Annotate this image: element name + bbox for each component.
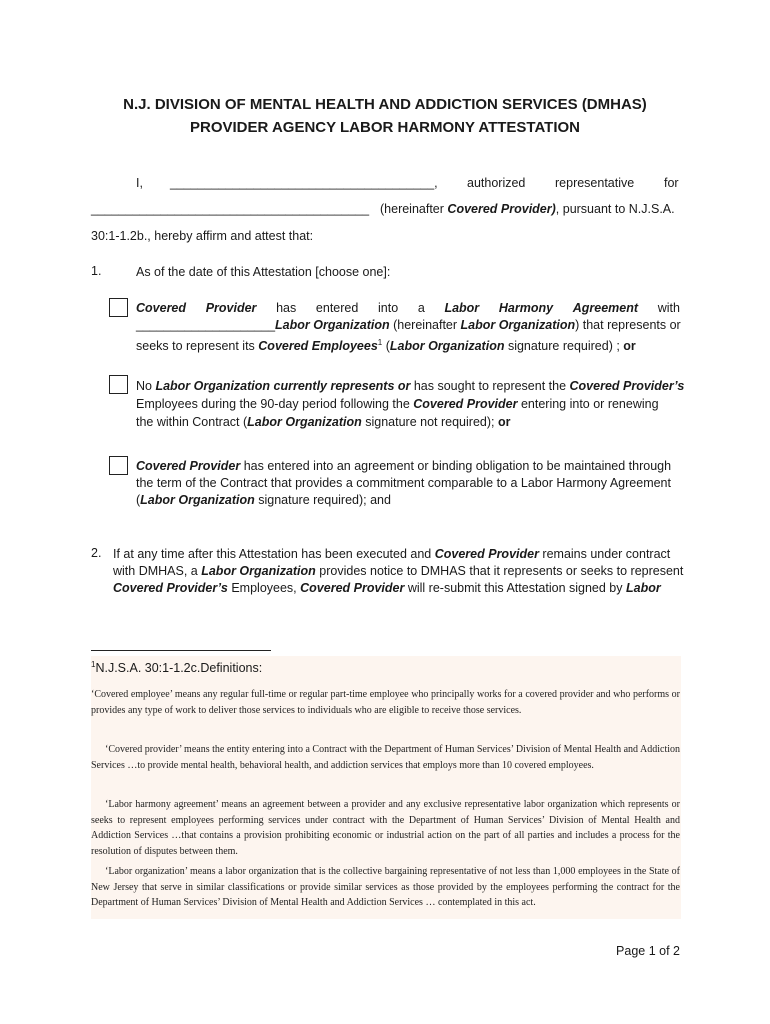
- item-2-line-1: If at any time after this Attestation has been executed and Covered Provider remains under contract: [113, 547, 671, 561]
- option-no-labor-organization-checkbox[interactable]: [109, 375, 128, 394]
- item-2-line-3: Covered Provider’s Employees, Covered Provider will re-submit this Attestation signed by Labor: [113, 581, 661, 595]
- option-b-line-2: Employees during the 90-day period following the Covered Provider entering into or renewing: [136, 397, 659, 411]
- labor-organization-name-blank[interactable]: ____________________: [136, 318, 276, 332]
- document-title-line-2: PROVIDER AGENCY LABOR HARMONY ATTESTATION: [189, 119, 580, 136]
- item-2-line-2: with DMHAS, a Labor Organization provides notice to DMHAS that it represents or seeks to represent: [113, 564, 684, 578]
- intro-line-2: (hereinafter Covered Provider), pursuant to N.J.S.A.: [380, 202, 675, 216]
- item-1-text: As of the date of this Attestation [choose one]:: [136, 265, 391, 279]
- footnote-definition-covered-employee: ‘Covered employee’ means any regular full-time or regular part-time employee who principally works for a covered provider and who performs or provides any type of work to deliver those services to individuals who are eligible to receive those services.: [91, 689, 680, 716]
- option-c-line-2: the term of the Contract that provides a commitment comparable to a Labor Harmony Agreement: [136, 476, 671, 490]
- intro-authorized: authorized: [467, 176, 526, 190]
- item-2-number: 2.: [91, 546, 102, 560]
- provider-name-blank[interactable]: ________________________________________: [91, 202, 370, 216]
- option-a-line-1: Covered Provider has entered into a Labor Harmony Agreement with: [136, 301, 680, 315]
- page-number: Page 1 of 2: [616, 944, 680, 958]
- intro-line-3: 30:1-1.2b., hereby affirm and attest that:: [91, 229, 314, 243]
- representative-name-blank[interactable]: ______________________________________,: [170, 176, 438, 190]
- footnote-definition-labor-harmony-agreement: ‘Labor harmony agreement’ means an agreement between a provider and any exclusive representative labor organization which represents or seeks to represent employees performing services under contract with the Department of Human Services’ Division of Mental Health and Addiction Services …that contains a provision prohibiting economic or industrial action on the part of all parties and includes a process for the resolution of disputes between them.: [91, 799, 680, 857]
- footnote-heading: $^1$N.J.S.A. 30:1-1.2c.Definitions:: [91, 660, 263, 676]
- option-c-line-3: (Labor Organization signature required); and: [136, 493, 391, 507]
- option-labor-harmony-agreement-checkbox[interactable]: [109, 298, 128, 317]
- footnote-marker: 1: [377, 338, 383, 347]
- option-comparable-agreement-checkbox[interactable]: [109, 456, 128, 475]
- option-a-line-2: ____________________Labor Organization (hereinafter Labor Organization) that represents or: [136, 318, 681, 332]
- intro-representative: representative: [555, 176, 635, 190]
- footnote-definition-labor-organization: ‘Labor organization’ means a labor organization that is the collective bargaining representative of not less than 1,000 employees in the State of New Jersey that serve in similar classifications or provide similar services as those provided by the employees performing the contract for the Department of Human Services’ Division of Mental Health and Addiction Services … contemplated in this act.: [91, 866, 680, 908]
- intro-for: for: [664, 176, 679, 190]
- option-c-line-1: Covered Provider has entered into an agreement or binding obligation to be maintained through: [136, 459, 672, 473]
- option-b-line-3: the within Contract (Labor Organization signature not required); or: [136, 415, 511, 429]
- footnote-rule: [91, 650, 271, 651]
- item-1-number: 1.: [91, 264, 102, 278]
- footnote-definition-covered-provider: ‘Covered provider’ means the entity entering into a Contract with the Department of Human Services’ Division of Mental Health and Addiction Services …to provide mental health, behavioral health, and addiction services that employs more than 10 covered employees.: [91, 744, 680, 771]
- intro-i: I,: [136, 176, 143, 190]
- document-title-line-1: N.J. DIVISION OF MENTAL HEALTH AND ADDICTION SERVICES (DMHAS): [123, 96, 647, 113]
- option-a-line-3: seeks to represent its Covered Employees$^1$ (Labor Organization signature required) ; or: [136, 338, 636, 354]
- option-b-line-1: No Labor Organization currently represents or has sought to represent the Covered Provider’s: [136, 379, 685, 393]
